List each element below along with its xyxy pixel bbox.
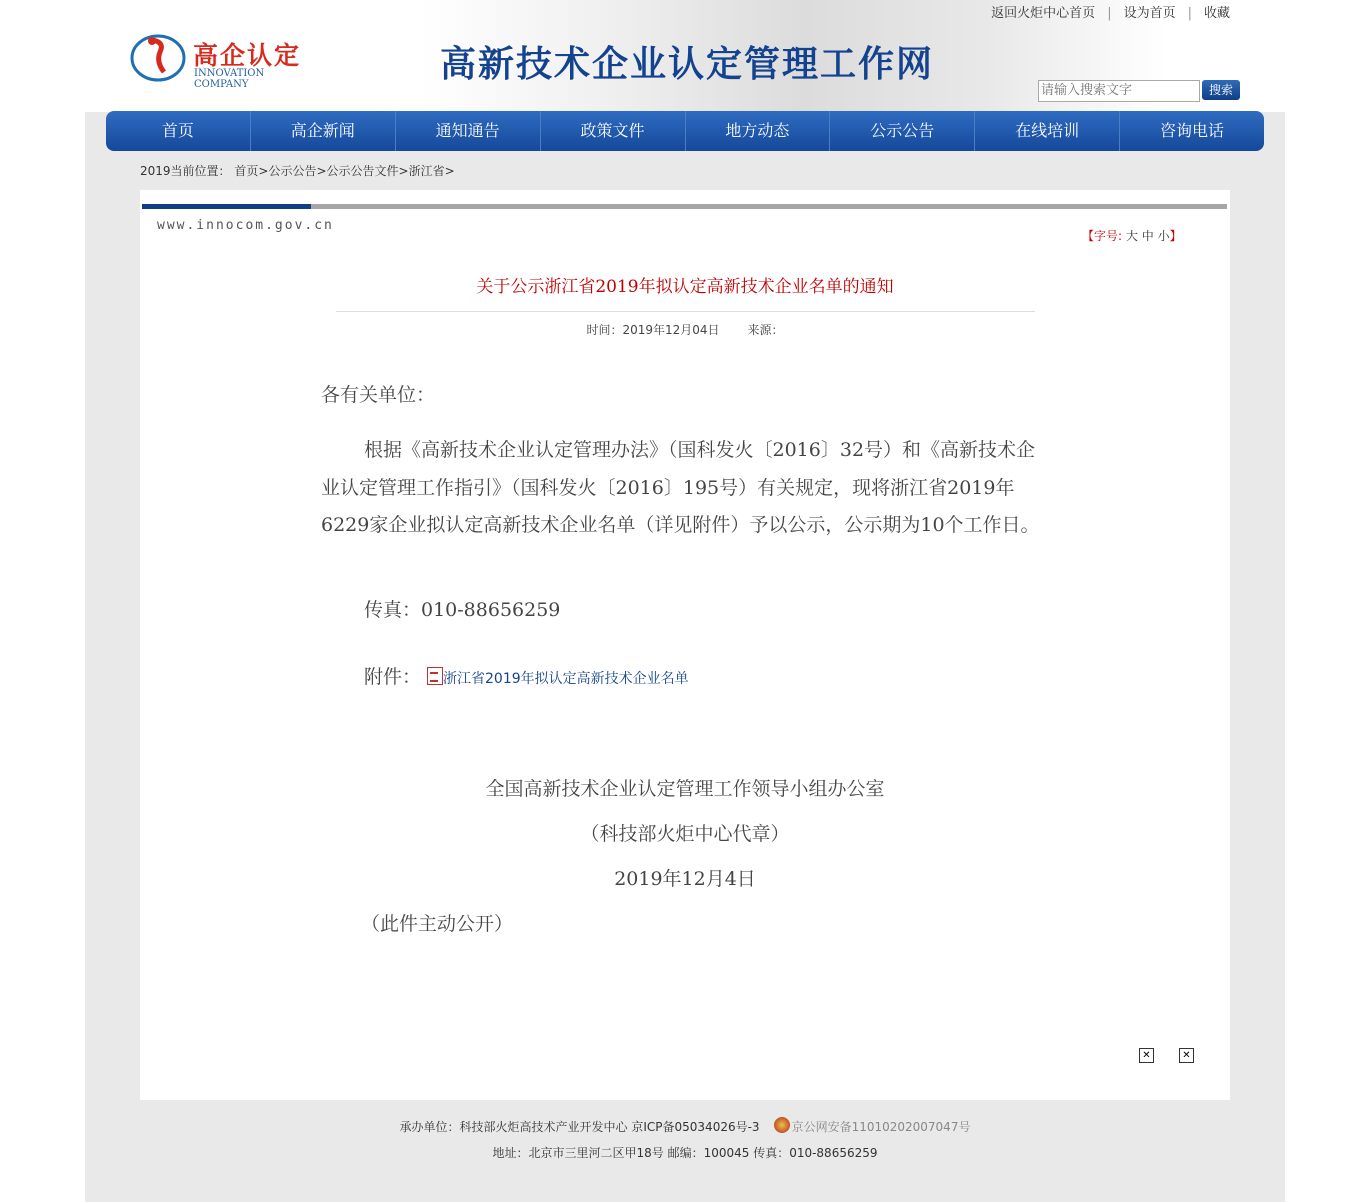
set-homepage-link[interactable]: 设为首页 (1123, 6, 1176, 21)
footer-organizer: 承办单位：科技部火炬高技术产业开发中心 京ICP备05034026号-3 (399, 1120, 760, 1134)
police-badge-icon (774, 1117, 790, 1133)
article-panel (140, 190, 1230, 1100)
footer-police-record[interactable]: 京公网安备11010202007047号 (791, 1120, 971, 1134)
nav-announcements[interactable]: 公示公告 (830, 111, 975, 151)
attachment-line (364, 662, 689, 689)
close-icon[interactable]: ✕ (1139, 1048, 1154, 1063)
publish-time: 时间：2019年12月04日 (586, 323, 720, 337)
main-nav (106, 111, 1264, 151)
search-area (1038, 79, 1233, 102)
nav-training[interactable]: 在线培训 (975, 111, 1120, 151)
nav-notices[interactable]: 通知通告 (396, 111, 541, 151)
signature-org: 全国高新技术企业认定管理工作领导小组办公室 (485, 778, 885, 800)
logo-mark-icon (130, 28, 186, 84)
breadcrumb-zhejiang[interactable]: 浙江省 (408, 164, 445, 178)
top-links: 返回火炬中心首页 | 设为首页 | 收藏 (991, 6, 1230, 21)
site-logo[interactable] (130, 28, 320, 90)
breadcrumb-prefix: 2019当前位置： (140, 164, 231, 178)
nav-policies[interactable]: 政策文件 (541, 111, 686, 151)
public-note: （此件主动公开） (361, 913, 514, 935)
nav-local[interactable]: 地方动态 (686, 111, 831, 151)
attachment-label: 附件： (364, 666, 422, 688)
close-icon[interactable]: ✕ (1179, 1048, 1194, 1063)
breadcrumb-home[interactable]: 首页 (234, 164, 259, 178)
signature-date: 2019年12月4日 (614, 868, 756, 890)
file-icon (427, 667, 443, 685)
greeting: 各有关单位： (321, 384, 436, 406)
article-meta (140, 321, 1230, 338)
nav-contact[interactable]: 咨询电话 (1160, 121, 1225, 140)
signature-seal: （科技部火炬中心代章） (580, 823, 790, 845)
font-size-control: 【字号: 大 中 小】 (1082, 229, 1182, 243)
back-home-link[interactable]: 返回火炬中心首页 (991, 6, 1096, 21)
main-paragraph: 根据《高新技术企业认定管理办法》（国科发火〔2016〕32号）和《高新技术企业认定管理工作指引》（国科发火〔2016〕195号）有关规定，现将浙江省2019年6229家企业拟认定高新技术企业名单（详见附件）予以公示，公示期为10个工作日。 (321, 439, 1040, 536)
bookmark-link[interactable]: 收藏 (1203, 6, 1230, 21)
source-label: 来源： (747, 323, 784, 337)
search-input[interactable] (1038, 80, 1200, 102)
breadcrumb: 2019当前位置： 首页>公示公告>公示公告文件>浙江省> (140, 164, 455, 178)
title-divider (336, 311, 1035, 312)
font-size-small[interactable]: 小 (1157, 229, 1170, 243)
logo-chinese: 高企认定 (193, 41, 302, 70)
logo-english: INNOVATION COMPANY (194, 68, 265, 90)
font-size-medium[interactable]: 中 (1141, 229, 1154, 243)
divider-accent (142, 204, 311, 209)
breadcrumb-announcements[interactable]: 公示公告 (268, 164, 317, 178)
fax-line: 传真：010-88656259 (364, 599, 561, 621)
font-size-label: 字号: (1094, 229, 1123, 243)
search-button[interactable]: 搜索 (1202, 80, 1240, 100)
footer-line-2: 地址：北京市三里河二区甲18号 邮编：100045 传真：010-88656259 (492, 1146, 878, 1160)
site-domain: www.innocom.gov.cn (157, 218, 334, 233)
font-size-large[interactable]: 大 (1125, 229, 1138, 243)
footer-line-1 (0, 1117, 1370, 1135)
attachment-link[interactable]: 浙江省2019年拟认定高新技术企业名单 (443, 671, 689, 687)
breadcrumb-announcement-files[interactable]: 公示公告文件 (326, 164, 399, 178)
article-title: 关于公示浙江省2019年拟认定高新技术企业名单的通知 (476, 277, 894, 297)
nav-home[interactable]: 首页 (106, 111, 251, 151)
nav-news[interactable]: 高企新闻 (251, 111, 396, 151)
site-title: 高新技术企业认定管理工作网 (440, 43, 935, 85)
